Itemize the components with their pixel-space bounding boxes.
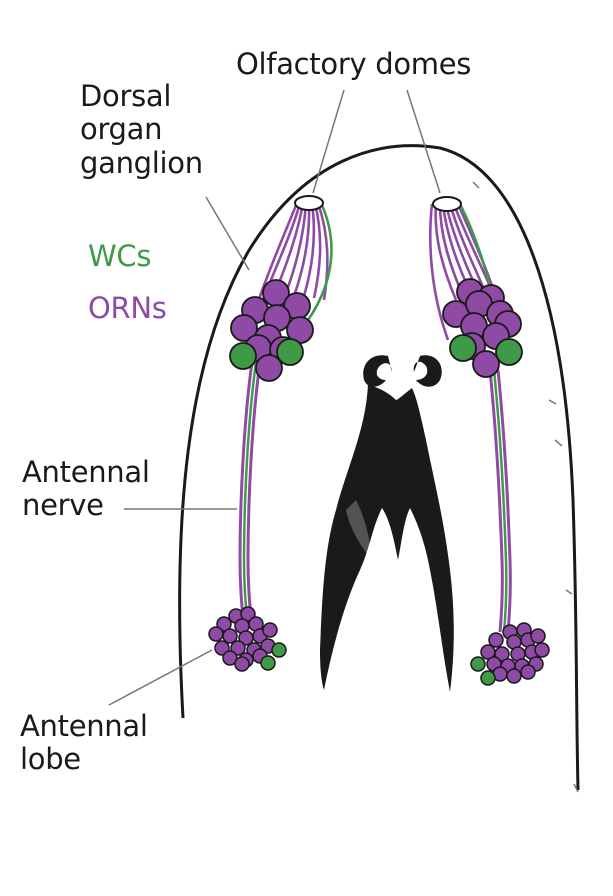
left-ganglion-icon	[230, 280, 313, 381]
label-antennal-lobe: Antennal lobe	[20, 709, 148, 777]
right-antennal-nerve	[490, 370, 510, 632]
label-wcs: WCs	[88, 239, 152, 273]
left-dome-icon	[295, 196, 323, 210]
left-lobe-icon	[209, 607, 286, 671]
label-dorsal-organ-ganglion: Dorsal organ ganglion	[80, 79, 203, 180]
right-dome-icon	[433, 197, 461, 211]
left-antennal-nerve	[240, 362, 260, 628]
right-ganglion-icon	[443, 279, 522, 377]
label-olfactory-domes: Olfactory domes	[236, 47, 472, 81]
label-antennal-nerve: Antennal nerve	[22, 455, 150, 523]
right-lobe-icon	[471, 623, 549, 685]
label-orns: ORNs	[88, 291, 167, 325]
mouthparts-icon	[320, 355, 454, 692]
cuticle-ticks	[473, 182, 578, 792]
